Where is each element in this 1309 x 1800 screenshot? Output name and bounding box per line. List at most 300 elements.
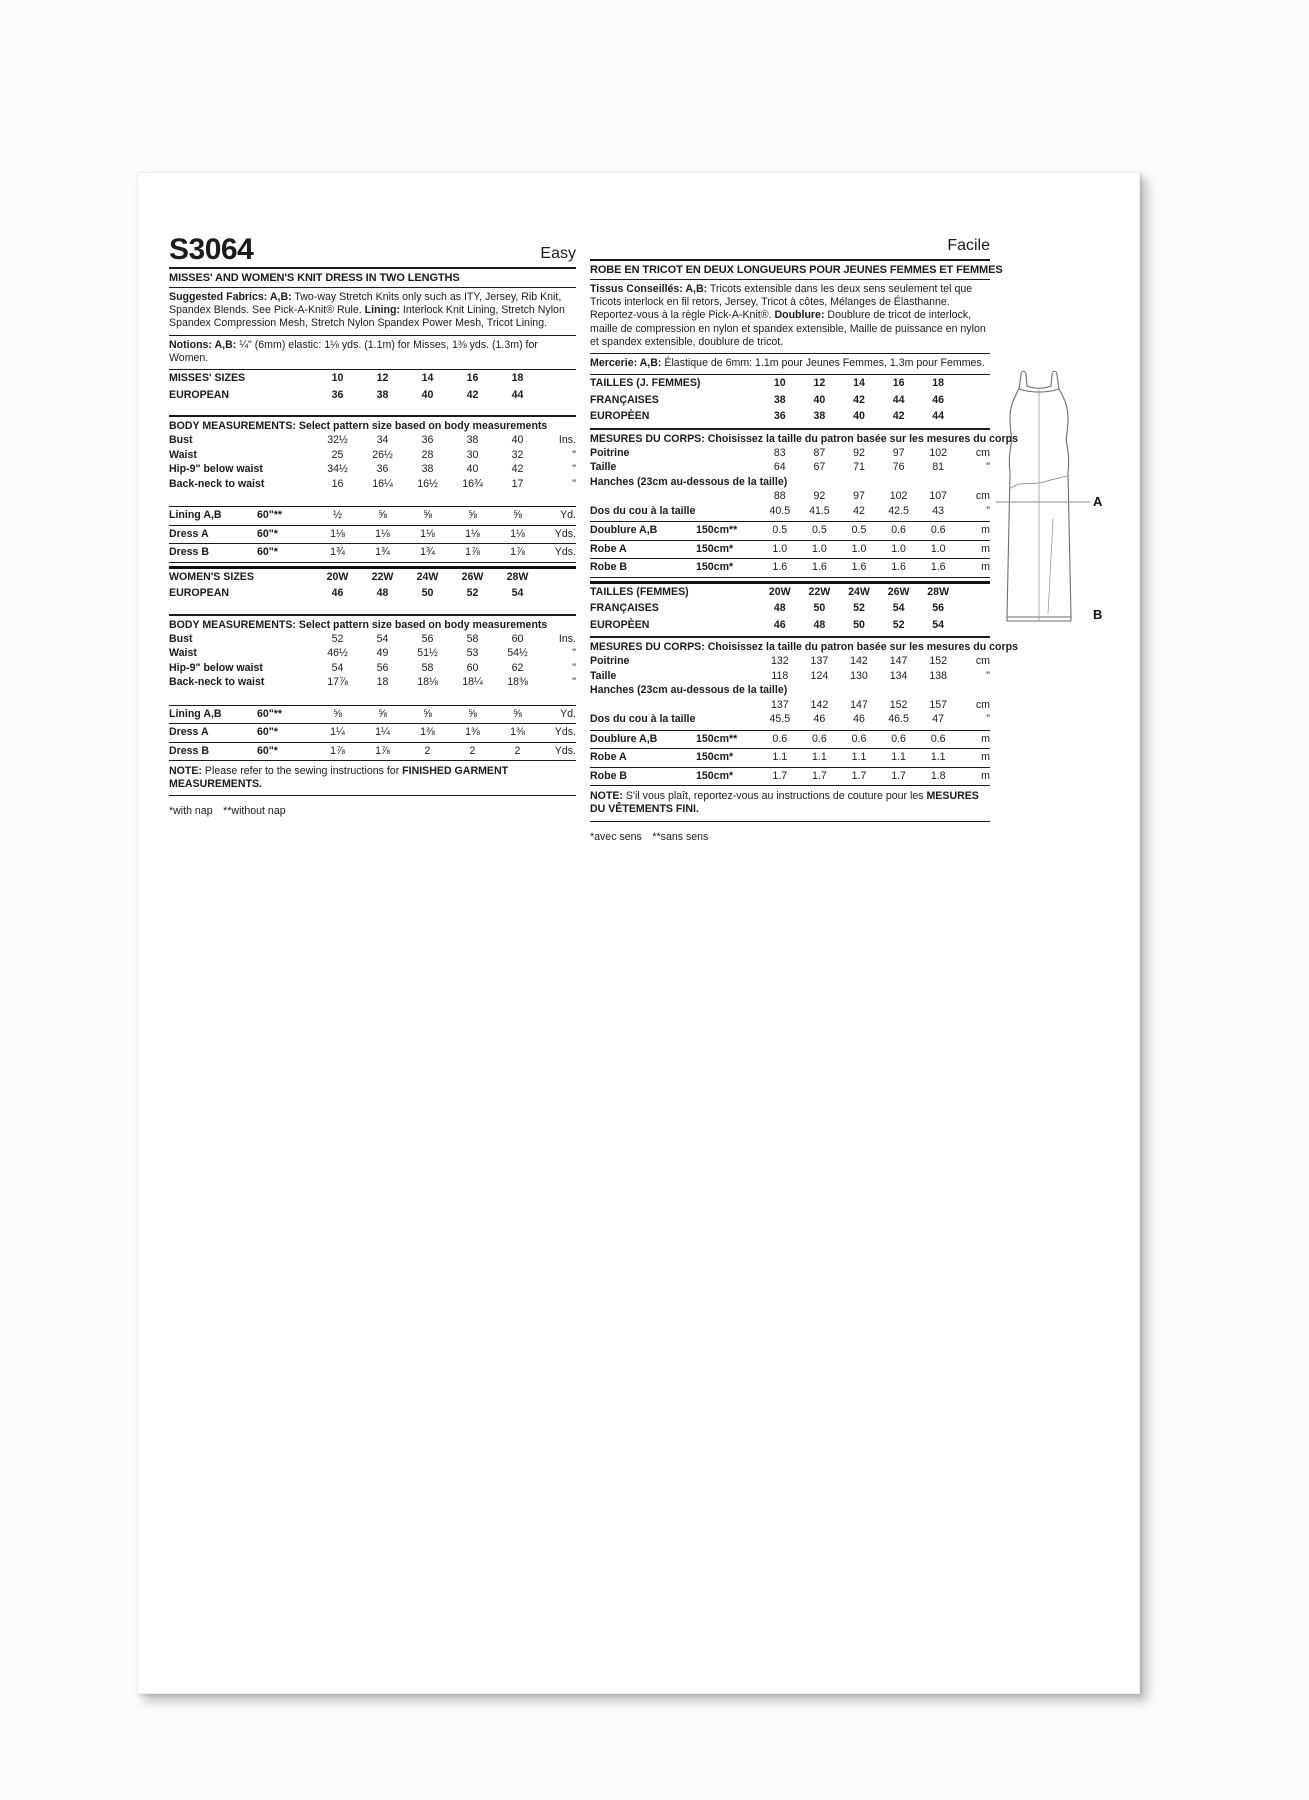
table-row bbox=[590, 698, 990, 713]
row-label: Robe B bbox=[590, 769, 628, 782]
cell: 26W bbox=[887, 585, 910, 598]
cell: 44 bbox=[511, 388, 524, 401]
cell: 46 bbox=[813, 713, 826, 726]
table-row bbox=[169, 506, 576, 525]
womens-yardage-table bbox=[169, 705, 576, 762]
unit-cell: Yds. bbox=[554, 726, 576, 739]
cell: 52 bbox=[892, 618, 905, 631]
cell: 38 bbox=[421, 463, 434, 476]
unit-cell: Ins. bbox=[558, 632, 576, 645]
cell: 1⅛ bbox=[330, 527, 345, 540]
cell: 58 bbox=[421, 661, 434, 674]
cell: 46 bbox=[773, 618, 786, 631]
view-b-label: B bbox=[1093, 607, 1103, 622]
cell: 0.6 bbox=[891, 732, 906, 745]
unit-cell: cm bbox=[975, 698, 990, 711]
cell: 1⅞ bbox=[465, 546, 480, 559]
unit-cell: " bbox=[986, 669, 990, 682]
cell: ⅝ bbox=[513, 509, 522, 522]
row-label: Robe B bbox=[590, 561, 628, 574]
cell: ½ bbox=[333, 509, 342, 522]
cell: 130 bbox=[850, 669, 868, 682]
table-row bbox=[169, 723, 576, 742]
cell: 1.7 bbox=[812, 769, 827, 782]
cell: 46.5 bbox=[888, 713, 909, 726]
row-label: Lining A,B bbox=[169, 509, 222, 522]
cell: 18 bbox=[932, 377, 945, 390]
unit-cell: cm bbox=[975, 490, 990, 503]
cell: 36 bbox=[773, 410, 786, 423]
cell: 152 bbox=[889, 698, 908, 711]
dress-views-illustration bbox=[994, 359, 1124, 659]
cell: 42.5 bbox=[888, 504, 909, 517]
cell: 10 bbox=[773, 377, 786, 390]
fabric-width-spec: 60"* bbox=[257, 546, 278, 559]
nap-footnote-fr: *avec sens **sans sens bbox=[590, 830, 709, 843]
cell: 56 bbox=[421, 632, 434, 645]
unit-cell: Yds. bbox=[554, 527, 576, 540]
cell: 12 bbox=[376, 372, 389, 385]
fabric-width-spec: 60"* bbox=[257, 527, 278, 540]
row-label: Hanches (23cm au-dessous de la taille) bbox=[590, 684, 788, 697]
cell: 28W bbox=[506, 570, 529, 583]
row-label: Robe A bbox=[590, 542, 627, 555]
cell: 49 bbox=[376, 647, 389, 660]
cell: 1.7 bbox=[891, 769, 906, 782]
cell: 92 bbox=[853, 446, 865, 459]
table-row bbox=[169, 370, 576, 387]
cell: 46½ bbox=[327, 647, 348, 660]
mesures-header-fr-2: MESURES DU CORPS: Choisissez la taille du patron basée sur les mesures du corps bbox=[590, 641, 1018, 654]
tailles-femmes-table bbox=[590, 584, 990, 634]
cell: 1.0 bbox=[930, 542, 946, 555]
cell: ⅝ bbox=[513, 707, 522, 720]
row-label: Robe A bbox=[590, 751, 627, 764]
cell: 42 bbox=[466, 388, 479, 401]
cell: 18⅛ bbox=[417, 676, 438, 689]
misses-sizes-table bbox=[169, 370, 576, 403]
cell: 0.5 bbox=[772, 524, 788, 537]
cell: 56 bbox=[932, 602, 945, 615]
unit-cell: Yd. bbox=[560, 509, 576, 522]
cell: 54½ bbox=[507, 647, 528, 660]
row-label: FRANÇAISES bbox=[590, 602, 659, 615]
row-label: Dos du cou à la taille bbox=[590, 713, 696, 726]
cell: 1.1 bbox=[891, 751, 906, 764]
unit-cell: " bbox=[986, 461, 990, 474]
row-label: Hip-9" below waist bbox=[169, 661, 263, 674]
fabric-width-spec: 150cm* bbox=[696, 751, 734, 764]
table-row bbox=[590, 712, 990, 727]
cell: 97 bbox=[853, 490, 865, 503]
english-column bbox=[169, 233, 576, 818]
cell: 24W bbox=[416, 570, 439, 583]
cell: ⅝ bbox=[378, 509, 387, 522]
fabric-width-spec: 150cm* bbox=[696, 542, 734, 555]
cell: 138 bbox=[929, 669, 948, 682]
cell: 18¼ bbox=[462, 676, 483, 689]
cell: ⅝ bbox=[378, 707, 387, 720]
row-label: EUROPÈEN bbox=[590, 410, 650, 423]
cell: ⅝ bbox=[333, 707, 342, 720]
english-header bbox=[169, 233, 576, 267]
table-row bbox=[590, 446, 990, 461]
cell: 1⅜ bbox=[510, 726, 525, 739]
cell: 87 bbox=[813, 446, 826, 459]
table-row bbox=[169, 705, 576, 724]
cell: 152 bbox=[929, 655, 948, 668]
mesures-femmes-table bbox=[590, 654, 990, 727]
row-label: Dress A bbox=[169, 527, 209, 540]
cell: 20W bbox=[326, 570, 349, 583]
cell: 18 bbox=[376, 676, 389, 689]
tailles-jfemmes-table bbox=[590, 375, 990, 425]
cell: 76 bbox=[892, 461, 905, 474]
unit-cell: m bbox=[981, 561, 990, 574]
cell: 38 bbox=[466, 434, 479, 447]
cell: 147 bbox=[889, 655, 908, 668]
row-label: Bust bbox=[169, 434, 193, 447]
unit-cell: Yds. bbox=[554, 744, 576, 757]
row-label: Back-neck to waist bbox=[169, 477, 265, 490]
notions-line-en: Notions: A,B: ¼" (6mm) elastic: 1⅛ yds. (1.1m) for Misses, 1⅜ yds. (1.3m) for Women. bbox=[169, 338, 538, 364]
cell: 54 bbox=[892, 602, 905, 615]
cell: 92 bbox=[813, 490, 826, 503]
cell: 0.6 bbox=[891, 524, 906, 537]
note-en: NOTE: Please refer to the sewing instructions for FINISHED GARMENT MEASUREMENTS. bbox=[169, 765, 509, 791]
cell: 54 bbox=[331, 661, 344, 674]
cell: 1¾ bbox=[420, 546, 435, 559]
cell: 2 bbox=[424, 744, 431, 757]
cell: 1¼ bbox=[330, 726, 345, 739]
fabric-width-spec: 60"** bbox=[257, 509, 283, 522]
table-row bbox=[590, 558, 990, 577]
cell: 26W bbox=[461, 570, 484, 583]
row-label: FRANÇAISES bbox=[590, 393, 659, 406]
cell: 1.6 bbox=[851, 561, 867, 574]
table-row bbox=[590, 617, 990, 634]
unit-cell: cm bbox=[975, 446, 990, 459]
footnote-block-fr bbox=[590, 821, 990, 843]
row-label: Dress A bbox=[169, 726, 209, 739]
cell: 147 bbox=[850, 698, 868, 711]
unit-cell: " bbox=[986, 713, 990, 726]
cell: 28W bbox=[927, 585, 950, 598]
row-label: TAILLES (J. FEMMES) bbox=[590, 377, 701, 390]
footnote-block-en bbox=[169, 795, 576, 817]
cell: 1.7 bbox=[851, 769, 867, 782]
cell: 44 bbox=[892, 393, 905, 406]
cell: 16 bbox=[466, 372, 479, 385]
unit-cell: m bbox=[981, 542, 990, 555]
cell: 52 bbox=[853, 602, 865, 615]
cell: 46 bbox=[853, 713, 865, 726]
fabric-width-spec: 60"** bbox=[257, 707, 283, 720]
cell: 54 bbox=[511, 587, 524, 600]
cell: 1⅛ bbox=[510, 527, 525, 540]
cell: 1.1 bbox=[772, 751, 788, 764]
cell: 40 bbox=[511, 434, 524, 447]
fabrics-paragraph-en: Suggested Fabrics: A,B: Two-way Stretch Knits only such as ITY, Jersey, Rib Knit, Spandex Blends. See Pick-A-Knit® Rule. Lining: Interlock Knit Lining, Stretch Nylon Spandex Compression Mesh, Stretch Nylon Spandex Power Mesh, Tricot Lining. bbox=[169, 291, 565, 330]
cell: 26½ bbox=[372, 448, 393, 461]
table-row bbox=[169, 525, 576, 544]
unit-cell: " bbox=[572, 448, 576, 461]
cell: 36 bbox=[421, 434, 434, 447]
cell: 67 bbox=[813, 461, 826, 474]
cell: 52 bbox=[331, 632, 344, 645]
fabric-width-spec: 60"* bbox=[257, 726, 278, 739]
table-row bbox=[590, 475, 990, 490]
row-label: Waist bbox=[169, 448, 197, 461]
cell: 52 bbox=[466, 587, 479, 600]
table-row bbox=[590, 600, 990, 617]
misses-yardage-table bbox=[169, 506, 576, 563]
cell: 28 bbox=[421, 448, 434, 461]
cell: 0.5 bbox=[851, 524, 867, 537]
cell: 30 bbox=[466, 448, 479, 461]
cell: 97 bbox=[892, 446, 905, 459]
cell: 53 bbox=[466, 647, 479, 660]
cell: 81 bbox=[932, 461, 945, 474]
cell: 47 bbox=[932, 713, 945, 726]
cell: 40 bbox=[421, 388, 434, 401]
cell: 42 bbox=[853, 504, 865, 517]
cell: 1.6 bbox=[930, 561, 946, 574]
table-row bbox=[169, 675, 576, 690]
cell: 38 bbox=[773, 393, 786, 406]
row-label: Lining A,B bbox=[169, 707, 222, 720]
cell: 1.1 bbox=[930, 751, 946, 764]
table-row bbox=[590, 584, 990, 601]
dress-line-art bbox=[994, 359, 1124, 659]
cell: 48 bbox=[813, 618, 826, 631]
table-row bbox=[590, 669, 990, 684]
row-label: Waist bbox=[169, 647, 197, 660]
cell: 1⅛ bbox=[420, 527, 435, 540]
table-row bbox=[590, 683, 990, 698]
table-row bbox=[590, 730, 990, 749]
cell: 102 bbox=[889, 490, 908, 503]
cell: 18 bbox=[511, 372, 524, 385]
row-label: Hip-9" below waist bbox=[169, 463, 263, 476]
fabric-width-spec: 150cm* bbox=[696, 769, 734, 782]
cell: 16¾ bbox=[462, 477, 483, 490]
table-row bbox=[590, 767, 990, 786]
cell: 40 bbox=[466, 463, 479, 476]
cell: 16 bbox=[331, 477, 344, 490]
table-row bbox=[590, 392, 990, 409]
womens-sizes-table bbox=[169, 569, 576, 602]
cell: 1.8 bbox=[930, 769, 946, 782]
cell: 42 bbox=[892, 410, 905, 423]
cell: 1.6 bbox=[891, 561, 906, 574]
cell: 12 bbox=[813, 377, 826, 390]
table-row bbox=[169, 569, 576, 586]
cell: 0.5 bbox=[812, 524, 827, 537]
cell: 1⅜ bbox=[465, 726, 480, 739]
unit-cell: Yd. bbox=[560, 707, 576, 720]
row-label: Dos du cou à la taille bbox=[590, 504, 696, 517]
cell: 64 bbox=[773, 461, 786, 474]
row-label: Bust bbox=[169, 632, 193, 645]
row-label: EUROPEAN bbox=[169, 587, 230, 600]
cell: 1.0 bbox=[851, 542, 867, 555]
table-row bbox=[169, 462, 576, 477]
pattern-number: S3064 bbox=[169, 233, 254, 266]
cell: 48 bbox=[376, 587, 389, 600]
row-label: Dress B bbox=[169, 744, 210, 757]
row-label: Hanches (23cm au-dessous de la taille) bbox=[590, 475, 788, 488]
cell: 1.0 bbox=[891, 542, 906, 555]
cell: 16¼ bbox=[372, 477, 393, 490]
table-row bbox=[169, 477, 576, 492]
row-label: Back-neck to waist bbox=[169, 676, 265, 689]
cell: 46 bbox=[331, 587, 344, 600]
cell: 50 bbox=[853, 618, 865, 631]
cell: 34 bbox=[376, 434, 389, 447]
cell: 157 bbox=[929, 698, 948, 711]
cell: 1¾ bbox=[375, 546, 390, 559]
difficulty-fr: Facile bbox=[947, 237, 990, 254]
cell: 1⅛ bbox=[375, 527, 390, 540]
cell: ⅝ bbox=[468, 509, 477, 522]
cell: 20W bbox=[768, 585, 791, 598]
cell: 50 bbox=[813, 602, 826, 615]
cell: 1¾ bbox=[330, 546, 345, 559]
cell: 40 bbox=[813, 393, 826, 406]
cell: 1⅞ bbox=[375, 744, 390, 757]
cell: 60 bbox=[511, 632, 524, 645]
cell: 2 bbox=[514, 744, 521, 757]
cell: 17⅞ bbox=[327, 676, 348, 689]
cell: 44 bbox=[932, 410, 945, 423]
cell: 107 bbox=[929, 490, 948, 503]
fabric-width-spec: 150cm** bbox=[696, 524, 738, 537]
cell: 71 bbox=[853, 461, 865, 474]
cell: 36 bbox=[331, 388, 344, 401]
row-label: MISSES' SIZES bbox=[169, 372, 246, 385]
fabric-width-spec: 150cm** bbox=[696, 732, 738, 745]
cell: 58 bbox=[466, 632, 479, 645]
table-row bbox=[590, 654, 990, 669]
table-row bbox=[169, 585, 576, 602]
cell: 36 bbox=[376, 463, 389, 476]
fabrics-paragraph-fr: Tissus Conseillés: A,B: Tricots extensible dans les deux sens seulement tel que Tricots interlock en fil retors, Jersey, Tricot à côtes, Mélanges de Élasthanne. Reportez-vous à la règle Pick-A-Knit®. Doublure: Doublure de tricot de interlock, maille de compression en nylon et spandex extensible, Maille de puissance en nylon et spandex extensible, doublure de tricot. bbox=[590, 283, 986, 348]
table-row bbox=[590, 504, 990, 519]
row-label: Taille bbox=[590, 669, 617, 682]
cell: 56 bbox=[376, 661, 389, 674]
unit-cell: m bbox=[981, 769, 990, 782]
table-row bbox=[590, 540, 990, 559]
table-row bbox=[590, 460, 990, 475]
mercerie-line-fr: Mercerie: A,B: Élastique de 6mm: 1.1m pour Jeunes Femmes, 1.3m pour Femmes. bbox=[590, 357, 985, 370]
cell: 0.6 bbox=[930, 524, 946, 537]
table-row bbox=[169, 448, 576, 463]
cell: 22W bbox=[808, 585, 831, 598]
cell: 16½ bbox=[417, 477, 438, 490]
cell: ⅝ bbox=[423, 509, 432, 522]
cell: 43 bbox=[932, 504, 945, 517]
cell: 24W bbox=[848, 585, 870, 598]
unit-cell: m bbox=[981, 732, 990, 745]
cell: 124 bbox=[810, 669, 829, 682]
cell: 60 bbox=[466, 661, 479, 674]
row-label: WOMEN'S SIZES bbox=[169, 570, 254, 583]
cell: 137 bbox=[810, 655, 829, 668]
row-label: Poitrine bbox=[590, 655, 630, 668]
cell: 1.0 bbox=[812, 542, 827, 555]
mesures-jfemmes-table bbox=[590, 446, 990, 519]
note-fr: NOTE: S'il vous plaît, reportez-vous au instructions de couture pour les MESURES DU VÊTEMENTS FINI. bbox=[590, 790, 979, 816]
cell: 45.5 bbox=[769, 713, 791, 726]
cell: 2 bbox=[469, 744, 476, 757]
cell: 1¼ bbox=[375, 726, 390, 739]
unit-cell: " bbox=[572, 463, 576, 476]
table-row bbox=[590, 521, 990, 540]
cell: 46 bbox=[932, 393, 945, 406]
unit-cell: m bbox=[981, 751, 990, 764]
cell: 51½ bbox=[417, 647, 438, 660]
cell: 0.6 bbox=[772, 732, 788, 745]
table-row bbox=[169, 387, 576, 404]
cell: 16 bbox=[892, 377, 905, 390]
cell: 0.6 bbox=[812, 732, 827, 745]
cell: 50 bbox=[421, 587, 434, 600]
pattern-envelope-back-sheet bbox=[137, 172, 1140, 1694]
cell: 34½ bbox=[327, 463, 348, 476]
cell: 38 bbox=[376, 388, 389, 401]
cell: 40 bbox=[853, 410, 865, 423]
table-row bbox=[169, 433, 576, 448]
cell: 54 bbox=[932, 618, 945, 631]
unit-cell: m bbox=[981, 524, 990, 537]
unit-cell: " bbox=[572, 477, 576, 490]
cell: 14 bbox=[421, 372, 434, 385]
table-row bbox=[169, 632, 576, 647]
row-label: Dress B bbox=[169, 546, 210, 559]
unit-cell: cm bbox=[975, 655, 990, 668]
cell: 1.1 bbox=[812, 751, 827, 764]
cell: 32½ bbox=[327, 434, 348, 447]
cell: 1.1 bbox=[851, 751, 867, 764]
cell: 14 bbox=[853, 377, 865, 390]
cell: 1⅞ bbox=[510, 546, 525, 559]
mesures-header-fr: MESURES DU CORPS: Choisissez la taille du patron basée sur les mesures du corps bbox=[590, 432, 1018, 445]
cell: 1⅞ bbox=[330, 744, 345, 757]
row-label: EUROPEAN bbox=[169, 388, 230, 401]
cell: 0.6 bbox=[851, 732, 867, 745]
unit-cell: Ins. bbox=[558, 434, 576, 447]
cell: 142 bbox=[810, 698, 829, 711]
garment-title-fr: ROBE EN TRICOT EN DEUX LONGUEURS POUR JEUNES FEMMES ET FEMMES bbox=[590, 264, 1003, 276]
cell: 1.7 bbox=[772, 769, 788, 782]
row-label: Doublure A,B bbox=[590, 524, 658, 537]
cell: 25 bbox=[331, 448, 344, 461]
french-header bbox=[590, 237, 990, 259]
row-label: Doublure A,B bbox=[590, 732, 658, 745]
metrage-femmes-table bbox=[590, 730, 990, 787]
nap-footnote-en: *with nap **without nap bbox=[169, 805, 286, 818]
row-label: Taille bbox=[590, 461, 617, 474]
table-row bbox=[169, 742, 576, 761]
table-row bbox=[169, 543, 576, 562]
fabric-width-spec: 60"* bbox=[257, 744, 278, 757]
row-label: EUROPÈEN bbox=[590, 618, 650, 631]
table-row bbox=[590, 375, 990, 392]
table-row bbox=[590, 489, 990, 504]
cell: 54 bbox=[376, 632, 389, 645]
cell: 83 bbox=[773, 446, 786, 459]
